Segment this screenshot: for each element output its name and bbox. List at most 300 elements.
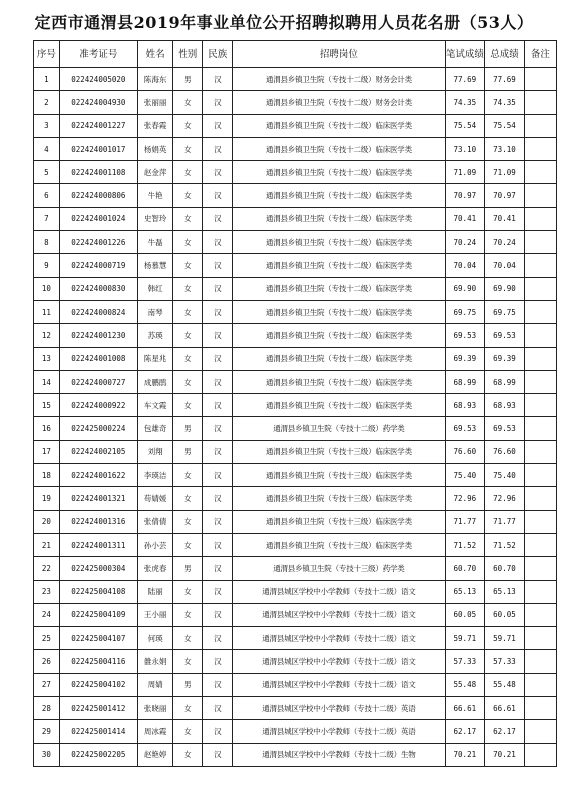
- cell-position: 通渭县城区学校中小学教师（专技十二级）英语: [233, 720, 445, 743]
- cell-index: 22: [34, 557, 60, 580]
- cell-gender: 女: [173, 464, 203, 487]
- cell-ethnicity: 汉: [203, 440, 233, 463]
- header-gender: 性别: [173, 41, 203, 68]
- cell-remarks: [524, 324, 556, 347]
- cell-remarks: [524, 347, 556, 370]
- cell-remarks: [524, 137, 556, 160]
- table-row: [34, 91, 557, 114]
- cell-written-score: 69.75: [445, 300, 485, 323]
- cell-index: 27: [34, 673, 60, 696]
- table-row: [34, 394, 557, 417]
- cell-written-score: 70.04: [445, 254, 485, 277]
- cell-gender: 女: [173, 254, 203, 277]
- header-exam-id: 准考证号: [59, 41, 137, 68]
- cell-index: 11: [34, 300, 60, 323]
- cell-exam-id: 022424001321: [59, 487, 137, 510]
- cell-written-score: 71.09: [445, 161, 485, 184]
- cell-gender: 女: [173, 394, 203, 417]
- cell-name: 张丽丽: [137, 91, 172, 114]
- table-row: [34, 277, 557, 300]
- cell-ethnicity: 汉: [203, 673, 233, 696]
- cell-total-score: 70.41: [485, 207, 525, 230]
- cell-total-score: 73.10: [485, 137, 525, 160]
- cell-ethnicity: 汉: [203, 300, 233, 323]
- cell-position: 通渭县乡镇卫生院（专技十二级）药学类: [233, 417, 445, 440]
- cell-exam-id: 022424000727: [59, 370, 137, 393]
- cell-exam-id: 022425002205: [59, 743, 137, 766]
- cell-position: 通渭县乡镇卫生院（专技十三级）临床医学类: [233, 510, 445, 533]
- cell-index: 5: [34, 161, 60, 184]
- cell-name: 王小丽: [137, 603, 172, 626]
- cell-written-score: 55.48: [445, 673, 485, 696]
- cell-name: 牛磊: [137, 231, 172, 254]
- cell-position: 通渭县乡镇卫生院（专技十二级）临床医学类: [233, 137, 445, 160]
- cell-index: 21: [34, 533, 60, 556]
- cell-position: 通渭县乡镇卫生院（专技十三级）药学类: [233, 557, 445, 580]
- cell-name: 雒永娟: [137, 650, 172, 673]
- cell-name: 苏瑛: [137, 324, 172, 347]
- cell-exam-id: 022424001226: [59, 231, 137, 254]
- table-row: [34, 440, 557, 463]
- roster-table: [33, 40, 557, 767]
- cell-total-score: 68.99: [485, 370, 525, 393]
- cell-written-score: 59.71: [445, 627, 485, 650]
- cell-total-score: 71.77: [485, 510, 525, 533]
- cell-gender: 女: [173, 114, 203, 137]
- header-row: [34, 41, 557, 68]
- cell-total-score: 60.05: [485, 603, 525, 626]
- table-row: [34, 161, 557, 184]
- cell-remarks: [524, 91, 556, 114]
- cell-remarks: [524, 114, 556, 137]
- cell-remarks: [524, 207, 556, 230]
- cell-remarks: [524, 487, 556, 510]
- table-row: [34, 510, 557, 533]
- cell-remarks: [524, 68, 556, 91]
- cell-ethnicity: 汉: [203, 184, 233, 207]
- cell-written-score: 71.52: [445, 533, 485, 556]
- cell-total-score: 62.17: [485, 720, 525, 743]
- cell-ethnicity: 汉: [203, 650, 233, 673]
- cell-position: 通渭县城区学校中小学教师（专技十二级）语文: [233, 580, 445, 603]
- cell-remarks: [524, 184, 556, 207]
- cell-name: 何瑛: [137, 627, 172, 650]
- cell-remarks: [524, 743, 556, 766]
- cell-index: 9: [34, 254, 60, 277]
- table-row: [34, 650, 557, 673]
- cell-total-score: 71.52: [485, 533, 525, 556]
- cell-name: 周婧: [137, 673, 172, 696]
- cell-total-score: 69.90: [485, 277, 525, 300]
- table-row: [34, 580, 557, 603]
- cell-index: 25: [34, 627, 60, 650]
- cell-written-score: 69.39: [445, 347, 485, 370]
- cell-exam-id: 022424000719: [59, 254, 137, 277]
- header-written-score: 笔试成绩: [445, 41, 485, 68]
- cell-total-score: 72.96: [485, 487, 525, 510]
- cell-remarks: [524, 254, 556, 277]
- table-row: [34, 68, 557, 91]
- cell-total-score: 76.60: [485, 440, 525, 463]
- cell-remarks: [524, 720, 556, 743]
- cell-exam-id: 022425004102: [59, 673, 137, 696]
- cell-written-score: 74.35: [445, 91, 485, 114]
- cell-position: 通渭县乡镇卫生院（专技十二级）临床医学类: [233, 300, 445, 323]
- cell-name: 成鹏鹃: [137, 370, 172, 393]
- cell-name: 张倩倩: [137, 510, 172, 533]
- cell-index: 7: [34, 207, 60, 230]
- cell-gender: 女: [173, 603, 203, 626]
- cell-exam-id: 022425000304: [59, 557, 137, 580]
- cell-exam-id: 022424001017: [59, 137, 137, 160]
- cell-exam-id: 022424000806: [59, 184, 137, 207]
- header-total-score: 总成绩: [485, 41, 525, 68]
- cell-gender: 男: [173, 557, 203, 580]
- cell-position: 通渭县乡镇卫生院（专技十二级）临床医学类: [233, 254, 445, 277]
- table-row: [34, 114, 557, 137]
- cell-index: 19: [34, 487, 60, 510]
- header-position: 招聘岗位: [233, 41, 445, 68]
- cell-name: 包雄奇: [137, 417, 172, 440]
- cell-gender: 女: [173, 137, 203, 160]
- cell-gender: 女: [173, 347, 203, 370]
- cell-index: 20: [34, 510, 60, 533]
- cell-position: 通渭县乡镇卫生院（专技十二级）临床医学类: [233, 207, 445, 230]
- cell-ethnicity: 汉: [203, 277, 233, 300]
- cell-ethnicity: 汉: [203, 697, 233, 720]
- cell-position: 通渭县城区学校中小学教师（专技十二级）语文: [233, 650, 445, 673]
- cell-total-score: 70.97: [485, 184, 525, 207]
- cell-gender: 女: [173, 487, 203, 510]
- cell-total-score: 69.53: [485, 324, 525, 347]
- cell-written-score: 71.77: [445, 510, 485, 533]
- cell-position: 通渭县乡镇卫生院（专技十二级）财务会计类: [233, 68, 445, 91]
- cell-name: 陈星兆: [137, 347, 172, 370]
- cell-gender: 女: [173, 277, 203, 300]
- cell-index: 30: [34, 743, 60, 766]
- cell-written-score: 70.97: [445, 184, 485, 207]
- cell-total-score: 69.39: [485, 347, 525, 370]
- cell-written-score: 68.99: [445, 370, 485, 393]
- cell-gender: 女: [173, 184, 203, 207]
- cell-ethnicity: 汉: [203, 743, 233, 766]
- table-row: [34, 184, 557, 207]
- cell-ethnicity: 汉: [203, 627, 233, 650]
- cell-remarks: [524, 440, 556, 463]
- table-row: [34, 487, 557, 510]
- cell-exam-id: 022424001024: [59, 207, 137, 230]
- cell-remarks: [524, 673, 556, 696]
- cell-index: 6: [34, 184, 60, 207]
- cell-exam-id: 022424000922: [59, 394, 137, 417]
- cell-exam-id: 022425004108: [59, 580, 137, 603]
- table-row: [34, 603, 557, 626]
- cell-written-score: 69.53: [445, 417, 485, 440]
- cell-total-score: 55.48: [485, 673, 525, 696]
- cell-ethnicity: 汉: [203, 347, 233, 370]
- cell-gender: 男: [173, 440, 203, 463]
- cell-name: 南琴: [137, 300, 172, 323]
- header-ethnicity: 民族: [203, 41, 233, 68]
- cell-gender: 男: [173, 673, 203, 696]
- cell-written-score: 72.96: [445, 487, 485, 510]
- cell-ethnicity: 汉: [203, 231, 233, 254]
- cell-total-score: 74.35: [485, 91, 525, 114]
- cell-index: 1: [34, 68, 60, 91]
- table-row: [34, 464, 557, 487]
- cell-position: 通渭县城区学校中小学教师（专技十二级）语文: [233, 627, 445, 650]
- cell-name: 赵艳婷: [137, 743, 172, 766]
- cell-ethnicity: 汉: [203, 161, 233, 184]
- cell-written-score: 76.60: [445, 440, 485, 463]
- cell-index: 13: [34, 347, 60, 370]
- cell-name: 周冰霞: [137, 720, 172, 743]
- cell-ethnicity: 汉: [203, 137, 233, 160]
- cell-position: 通渭县城区学校中小学教师（专技十二级）语文: [233, 603, 445, 626]
- cell-written-score: 77.69: [445, 68, 485, 91]
- cell-gender: 男: [173, 68, 203, 91]
- table-row: [34, 533, 557, 556]
- cell-position: 通渭县乡镇卫生院（专技十二级）临床医学类: [233, 347, 445, 370]
- table-row: [34, 254, 557, 277]
- cell-position: 通渭县乡镇卫生院（专技十二级）财务会计类: [233, 91, 445, 114]
- cell-written-score: 73.10: [445, 137, 485, 160]
- cell-position: 通渭县乡镇卫生院（专技十二级）临床医学类: [233, 184, 445, 207]
- cell-name: 车文霞: [137, 394, 172, 417]
- cell-total-score: 75.54: [485, 114, 525, 137]
- cell-ethnicity: 汉: [203, 114, 233, 137]
- cell-total-score: 69.75: [485, 300, 525, 323]
- cell-exam-id: 022425001414: [59, 720, 137, 743]
- cell-remarks: [524, 627, 556, 650]
- cell-gender: 女: [173, 231, 203, 254]
- cell-exam-id: 022424001622: [59, 464, 137, 487]
- cell-position: 通渭县乡镇卫生院（专技十三级）临床医学类: [233, 464, 445, 487]
- cell-index: 24: [34, 603, 60, 626]
- cell-ethnicity: 汉: [203, 207, 233, 230]
- cell-ethnicity: 汉: [203, 394, 233, 417]
- cell-exam-id: 022424001316: [59, 510, 137, 533]
- cell-ethnicity: 汉: [203, 91, 233, 114]
- cell-gender: 男: [173, 417, 203, 440]
- table-row: [34, 697, 557, 720]
- cell-ethnicity: 汉: [203, 68, 233, 91]
- cell-gender: 女: [173, 720, 203, 743]
- cell-index: 16: [34, 417, 60, 440]
- cell-total-score: 70.21: [485, 743, 525, 766]
- cell-remarks: [524, 533, 556, 556]
- cell-exam-id: 022425004107: [59, 627, 137, 650]
- cell-exam-id: 022424004930: [59, 91, 137, 114]
- cell-total-score: 71.09: [485, 161, 525, 184]
- cell-name: 史智玲: [137, 207, 172, 230]
- cell-remarks: [524, 650, 556, 673]
- cell-written-score: 69.53: [445, 324, 485, 347]
- cell-exam-id: 022425004116: [59, 650, 137, 673]
- cell-written-score: 66.61: [445, 697, 485, 720]
- cell-position: 通渭县乡镇卫生院（专技十二级）临床医学类: [233, 394, 445, 417]
- table-row: [34, 207, 557, 230]
- cell-position: 通渭县城区学校中小学教师（专技十二级）生物: [233, 743, 445, 766]
- header-remarks: 备注: [524, 41, 556, 68]
- table-row: [34, 370, 557, 393]
- cell-gender: 女: [173, 650, 203, 673]
- cell-ethnicity: 汉: [203, 417, 233, 440]
- cell-remarks: [524, 231, 556, 254]
- cell-written-score: 70.24: [445, 231, 485, 254]
- cell-ethnicity: 汉: [203, 720, 233, 743]
- cell-total-score: 70.24: [485, 231, 525, 254]
- cell-exam-id: 022424001230: [59, 324, 137, 347]
- cell-gender: 女: [173, 697, 203, 720]
- cell-index: 23: [34, 580, 60, 603]
- cell-exam-id: 022425000224: [59, 417, 137, 440]
- cell-total-score: 68.93: [485, 394, 525, 417]
- cell-exam-id: 022424000830: [59, 277, 137, 300]
- cell-remarks: [524, 603, 556, 626]
- cell-name: 陆丽: [137, 580, 172, 603]
- table-row: [34, 743, 557, 766]
- cell-total-score: 70.04: [485, 254, 525, 277]
- cell-total-score: 60.70: [485, 557, 525, 580]
- cell-total-score: 77.69: [485, 68, 525, 91]
- cell-exam-id: 022424005020: [59, 68, 137, 91]
- cell-written-score: 70.41: [445, 207, 485, 230]
- cell-total-score: 69.53: [485, 417, 525, 440]
- cell-name: 刘翔: [137, 440, 172, 463]
- cell-gender: 女: [173, 300, 203, 323]
- cell-gender: 女: [173, 743, 203, 766]
- cell-ethnicity: 汉: [203, 370, 233, 393]
- cell-name: 韩红: [137, 277, 172, 300]
- cell-gender: 女: [173, 627, 203, 650]
- table-row: [34, 324, 557, 347]
- cell-written-score: 60.05: [445, 603, 485, 626]
- cell-written-score: 60.70: [445, 557, 485, 580]
- cell-position: 通渭县乡镇卫生院（专技十二级）临床医学类: [233, 277, 445, 300]
- cell-position: 通渭县乡镇卫生院（专技十三级）临床医学类: [233, 440, 445, 463]
- table-row: [34, 417, 557, 440]
- cell-name: 杨娟英: [137, 137, 172, 160]
- table-row: [34, 300, 557, 323]
- cell-ethnicity: 汉: [203, 557, 233, 580]
- cell-total-score: 57.33: [485, 650, 525, 673]
- cell-gender: 女: [173, 324, 203, 347]
- cell-position: 通渭县乡镇卫生院（专技十二级）临床医学类: [233, 324, 445, 347]
- cell-written-score: 62.17: [445, 720, 485, 743]
- cell-ethnicity: 汉: [203, 464, 233, 487]
- cell-ethnicity: 汉: [203, 510, 233, 533]
- cell-exam-id: 022424001311: [59, 533, 137, 556]
- cell-written-score: 75.40: [445, 464, 485, 487]
- cell-total-score: 65.13: [485, 580, 525, 603]
- cell-exam-id: 022424002105: [59, 440, 137, 463]
- cell-ethnicity: 汉: [203, 533, 233, 556]
- cell-total-score: 59.71: [485, 627, 525, 650]
- cell-exam-id: 022425004109: [59, 603, 137, 626]
- cell-remarks: [524, 417, 556, 440]
- cell-gender: 女: [173, 533, 203, 556]
- cell-name: 陈海东: [137, 68, 172, 91]
- cell-remarks: [524, 697, 556, 720]
- cell-index: 3: [34, 114, 60, 137]
- cell-remarks: [524, 580, 556, 603]
- table-row: [34, 557, 557, 580]
- cell-ethnicity: 汉: [203, 324, 233, 347]
- cell-index: 28: [34, 697, 60, 720]
- header-name: 姓名: [137, 41, 172, 68]
- cell-written-score: 65.13: [445, 580, 485, 603]
- cell-position: 通渭县乡镇卫生院（专技十二级）临床医学类: [233, 161, 445, 184]
- cell-name: 赵金萍: [137, 161, 172, 184]
- cell-gender: 女: [173, 161, 203, 184]
- cell-position: 通渭县城区学校中小学教师（专技十二级）语文: [233, 673, 445, 696]
- document-title: 定西市通渭县2019年事业单位公开招聘拟聘用人员花名册（53人）: [34, 13, 534, 32]
- cell-ethnicity: 汉: [203, 254, 233, 277]
- cell-exam-id: 022424000824: [59, 300, 137, 323]
- cell-exam-id: 022424001227: [59, 114, 137, 137]
- cell-index: 29: [34, 720, 60, 743]
- cell-remarks: [524, 161, 556, 184]
- cell-position: 通渭县乡镇卫生院（专技十三级）临床医学类: [233, 533, 445, 556]
- header-index: 序号: [34, 41, 60, 68]
- cell-gender: 女: [173, 370, 203, 393]
- cell-written-score: 70.21: [445, 743, 485, 766]
- cell-index: 15: [34, 394, 60, 417]
- cell-name: 张晓丽: [137, 697, 172, 720]
- cell-index: 8: [34, 231, 60, 254]
- cell-ethnicity: 汉: [203, 580, 233, 603]
- cell-ethnicity: 汉: [203, 487, 233, 510]
- cell-name: 张春霞: [137, 114, 172, 137]
- cell-position: 通渭县乡镇卫生院（专技十二级）临床医学类: [233, 114, 445, 137]
- table-row: [34, 347, 557, 370]
- cell-exam-id: 022424001008: [59, 347, 137, 370]
- cell-name: 张虎春: [137, 557, 172, 580]
- cell-written-score: 68.93: [445, 394, 485, 417]
- table-row: [34, 137, 557, 160]
- cell-name: 杨慕慧: [137, 254, 172, 277]
- cell-name: 孙小芸: [137, 533, 172, 556]
- cell-gender: 女: [173, 510, 203, 533]
- cell-total-score: 75.40: [485, 464, 525, 487]
- cell-remarks: [524, 557, 556, 580]
- cell-total-score: 66.61: [485, 697, 525, 720]
- cell-index: 4: [34, 137, 60, 160]
- cell-name: 苟婧媛: [137, 487, 172, 510]
- cell-gender: 女: [173, 91, 203, 114]
- cell-written-score: 69.90: [445, 277, 485, 300]
- cell-exam-id: 022425001412: [59, 697, 137, 720]
- cell-remarks: [524, 370, 556, 393]
- cell-index: 18: [34, 464, 60, 487]
- cell-remarks: [524, 300, 556, 323]
- cell-remarks: [524, 510, 556, 533]
- cell-position: 通渭县城区学校中小学教师（专技十二级）英语: [233, 697, 445, 720]
- cell-index: 17: [34, 440, 60, 463]
- cell-exam-id: 022424001108: [59, 161, 137, 184]
- cell-index: 26: [34, 650, 60, 673]
- cell-name: 牛艳: [137, 184, 172, 207]
- table-row: [34, 231, 557, 254]
- table-row: [34, 627, 557, 650]
- cell-remarks: [524, 277, 556, 300]
- cell-written-score: 75.54: [445, 114, 485, 137]
- cell-index: 14: [34, 370, 60, 393]
- cell-written-score: 57.33: [445, 650, 485, 673]
- cell-index: 10: [34, 277, 60, 300]
- cell-position: 通渭县乡镇卫生院（专技十二级）临床医学类: [233, 370, 445, 393]
